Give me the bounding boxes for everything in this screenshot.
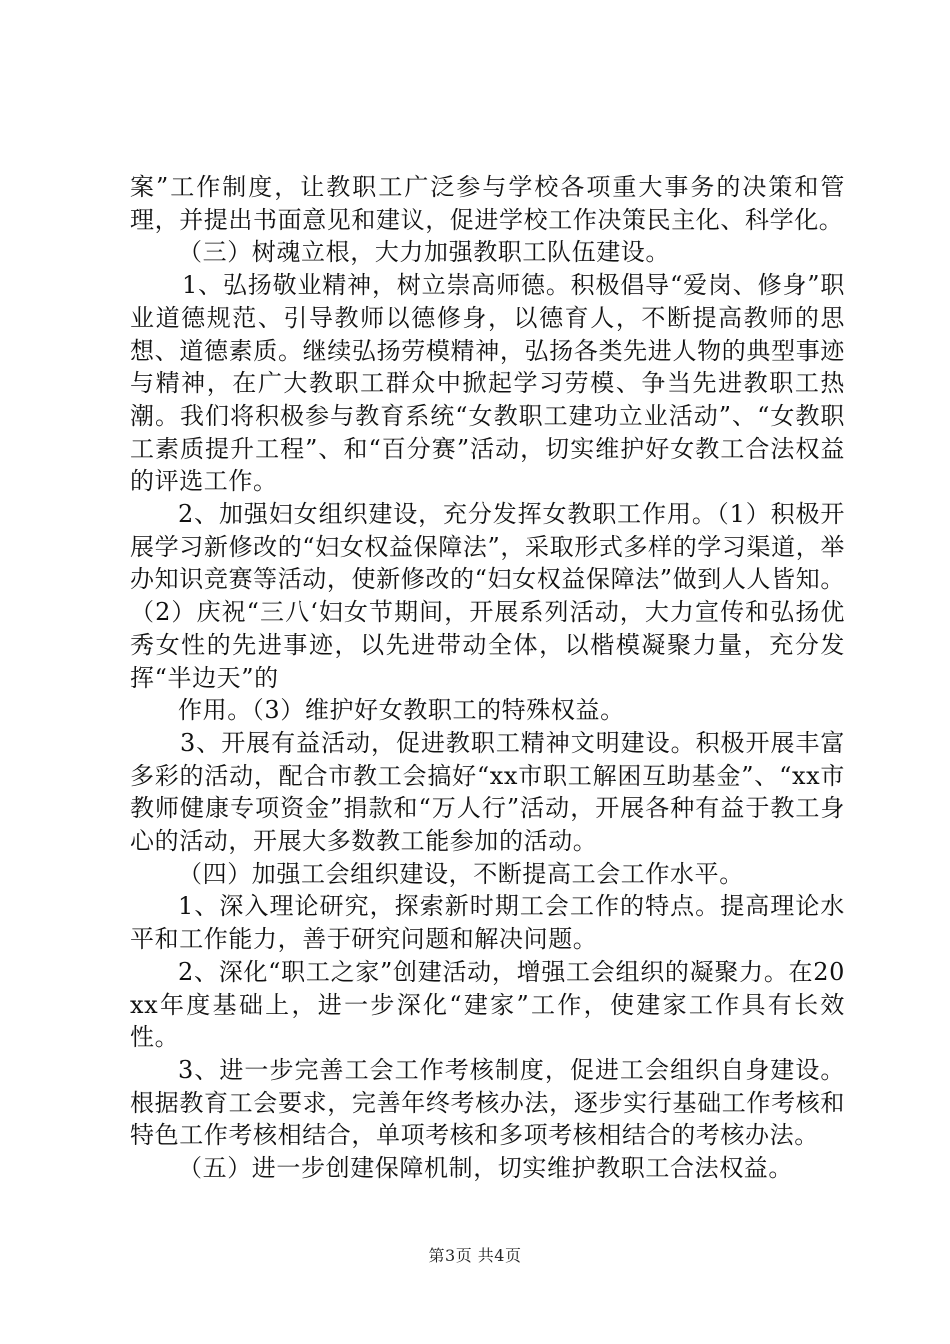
paragraph-item-2: 2、加强妇女组织建设，充分发挥女教职工作用。（1）积极开展学习新修改的“妇女权益保障法”，采取形式多样的学习渠道，举办知识竞赛等活动，使新修改的“妇女权益保障法”做到人人皆知。（2）庆祝“三八‘妇女节期间，开展系列活动，大力宣传和弘扬优秀女性的先进事迹，以先进带动全体，以楷模凝聚力量，充分发挥“半边天”的 — [130, 500, 845, 692]
paragraph-item-2-tail: 作用。（3）维护好女教职工的特殊权益。 — [178, 696, 625, 725]
section-heading-3: （三）树魂立根，大力加强教职工队伍建设。 — [178, 238, 670, 267]
paragraph-continuation: 案”工作制度，让教职工广泛参与学校各项重大事务的决策和管理，并提出书面意见和建议，促进学校工作决策民主化、科学化。 — [130, 173, 845, 234]
paragraph-item-1: 1、弘扬敬业精神，树立崇高师德。积极倡导“爱岗、修身”职业道德规范、引导教师以德修身，以德育人，不断提高教师的思想、道德素质。继续弘扬劳模精神，弘扬各类先进人物的典型事迹与精神，在广大教职工群众中掀起学习劳模、争当先进教职工热潮。我们将积极参与教育系统“女教职工建功立业活动”、“女教职工素质提升工程”、和“百分赛”活动，切实维护好女教工合法权益的评选工作。 — [130, 271, 845, 496]
paragraph-item-4-1: 1、深入理论研究，探索新时期工会工作的特点。提高理论水平和工作能力，善于研究问题和解决问题。 — [130, 892, 845, 954]
paragraph-item-4-3: 3、进一步完善工会工作考核制度，促进工会组织自身建设。根据教育工会要求，完善年终考核办法，逐步实行基础工作考核和特色工作考核相结合，单项考核和多项考核相结合的考核办法。 — [130, 1055, 845, 1150]
paragraph-item-4-2: 2、深化“职工之家”创建活动，增强工会组织的凝聚力。在20xx年度基础上，进一步深化“建家”工作，使建家工作具有长效性。 — [130, 957, 845, 1052]
page-footer: 第3页 共4页 — [428, 1246, 522, 1265]
document-body — [130, 171, 845, 1185]
paragraph-item-3: 3、开展有益活动，促进教职工精神文明建设。积极开展丰富多彩的活动，配合市教工会搞好“xx市职工解困互助基金”、“xx市教师健康专项资金”捐款和“万人行”活动，开展各种有益于教工身心的活动，开展大多数教工能参加的活动。 — [130, 728, 845, 856]
section-heading-5: （五）进一步创建保障机制，切实维护教职工合法权益。 — [178, 1154, 793, 1183]
section-heading-4: （四）加强工会组织建设，不断提高工会工作水平。 — [178, 859, 744, 888]
